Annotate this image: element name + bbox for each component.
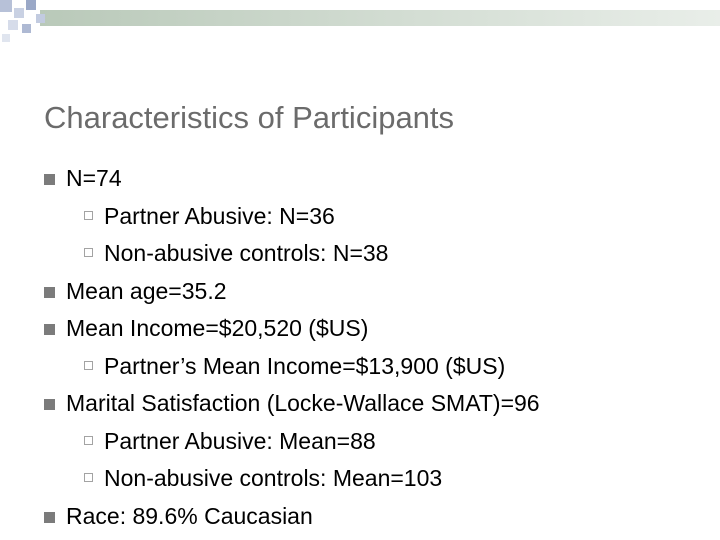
square-bullet-icon — [44, 512, 55, 523]
sub-bullet-text: Non-abusive controls: Mean=103 — [104, 465, 443, 491]
bullet-text: Marital Satisfaction (Locke-Wallace SMAT)=96 — [66, 390, 540, 416]
header-band — [40, 10, 720, 26]
bullet-item — [44, 160, 540, 198]
sub-bullet-item — [44, 423, 540, 461]
bullet-item — [44, 498, 540, 536]
accent-square — [14, 8, 24, 18]
bullet-item — [44, 310, 540, 348]
accent-square — [36, 14, 45, 23]
sub-bullet-text: Partner Abusive: Mean=88 — [104, 427, 376, 454]
checkbox-bullet-icon — [84, 211, 93, 220]
bullet-item — [44, 273, 540, 311]
sub-bullet-text: Partner’s Mean Income=$13,900 ($US) — [104, 352, 506, 379]
checkbox-bullet-icon — [84, 436, 93, 445]
sub-bullet-item — [44, 235, 540, 273]
square-bullet-icon — [44, 324, 55, 335]
sub-bullet-item — [44, 348, 540, 386]
bullet-item — [44, 385, 540, 423]
sub-bullet-text: Partner Abusive: N=36 — [104, 202, 335, 229]
sub-bullet-item — [44, 460, 540, 498]
checkbox-bullet-icon — [84, 473, 93, 482]
top-decoration — [0, 0, 720, 50]
accent-square — [0, 0, 12, 12]
bullet-text: Race: 89.6% Caucasian — [66, 502, 313, 529]
square-bullet-icon — [44, 174, 55, 185]
bullet-list — [44, 160, 540, 535]
checkbox-bullet-icon — [84, 361, 93, 370]
bullet-text: Mean age=35.2 — [66, 277, 227, 304]
slide-title: Characteristics of Participants — [44, 100, 455, 135]
square-bullet-icon — [44, 287, 55, 298]
sub-bullet-text: Non-abusive controls: N=38 — [104, 240, 389, 266]
bullet-text: N=74 — [66, 165, 122, 191]
accent-square — [8, 20, 18, 30]
accent-square — [22, 24, 31, 33]
checkbox-bullet-icon — [84, 248, 93, 257]
sub-bullet-item — [44, 198, 540, 236]
square-bullet-icon — [44, 399, 55, 410]
accent-square — [2, 34, 10, 42]
bullet-text: Mean Income=$20,520 ($US) — [66, 315, 369, 341]
accent-square — [26, 0, 36, 10]
